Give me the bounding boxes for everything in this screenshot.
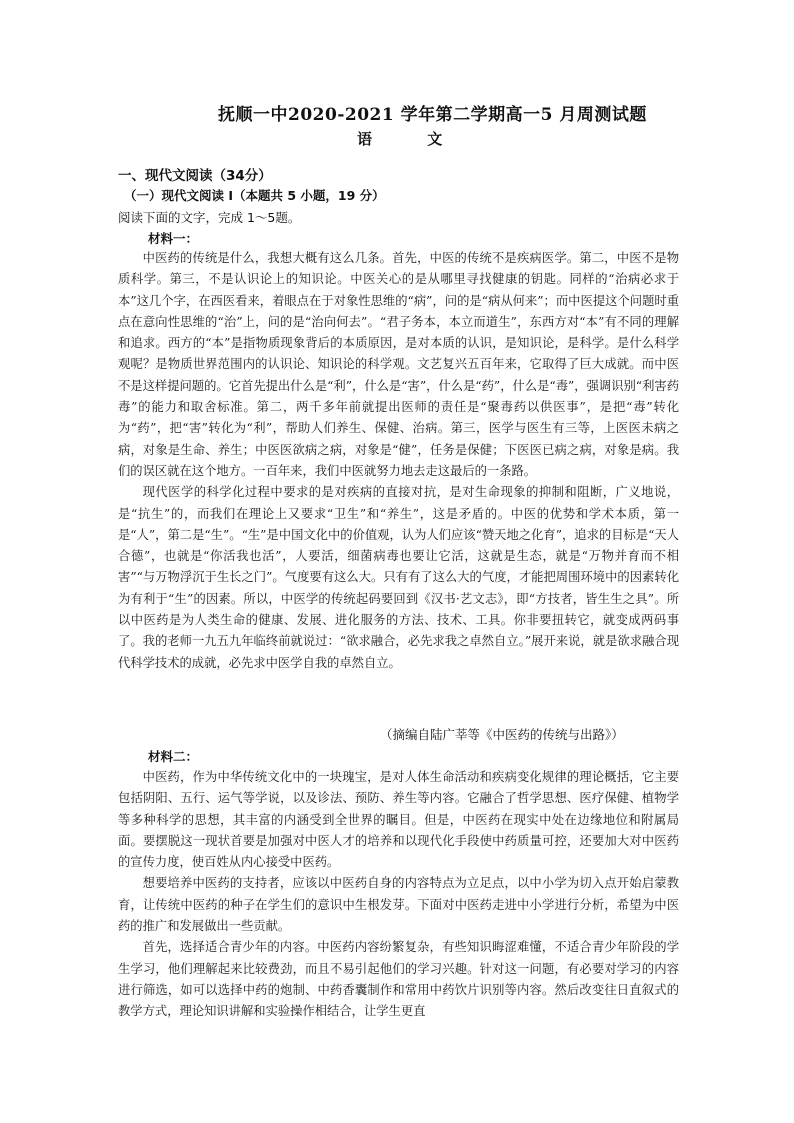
subsection-heading: （一）现代文阅读 I（本题共 5 小题，19 分） [124, 188, 385, 203]
paragraph: 中医药的传统是什么，我想大概有这么几条。首先，中医的传统不是疾病医学。第二，中医不是物质科学。第三，不是认识论上的知识论。中医关心的是从哪里寻找健康的钥匙。同样的“治病必求于本”这几个字，在西医看来，着眼点在于对象性思维的“病”，问的是“病从何来”；而中医提这个问题时重点在意向性思维的“治”上，问的是“治向何去”。“君子务本，本立而道生”，东西方对“本”有不同的理解和追求。西方的“本”是指物质现象背后的本质原因，是对本质的认识，是知识论，是科学。是什么科学观呢？是物质世界范围内的认识论、知识论的科学观。文艺复兴五百年来，它取得了巨大成就。而中医不是这样提问题的。它首先提出什么是“利”，什么是“害”，什么是“药”，什么是“毒”，强调识别“利害药毒”的能力和取舍标准。第二，两千多年前就提出医师的责任是“聚毒药以供医事”，是把“毒”转化为“药”，把“害”转化为“利”，帮助人们养生、保健、治病。第三，医学与医生有三等，上医医未病之病，对象是生命、养生；中医医欲病之病，对象是“健”，任务是保健；下医医已病之病，对象是病。我们的误区就在这个地方。一百年来，我们中医就努力地去走这最后的一条路。 [118, 251, 679, 478]
material-one-label: 材料一： [148, 231, 199, 246]
paragraph: 中医药，作为中华传统文化中的一块瑰宝，是对人体生命活动和疾病变化规律的理论概括，它主要包括阴阳、五行、运气等学说，以及诊法、预防、养生等内容。它融合了哲学思想、医疗保健、植物学等多种科学的思想，其丰富的内涵受到全世界的瞩目。但是，中医药在现实中处在边缘地位和附属局面。要摆脱这一现状首要是加强对中医人才的培养和以现代化手段使中药质量可控，还要加大对中医药的宣传力度，使百姓从内心接受中医药。 [118, 770, 679, 870]
instruction-text: 阅读下面的文字，完成 1～5题。 [118, 210, 301, 225]
material-two-label: 材料二： [148, 749, 199, 764]
section-heading: 一、现代文阅读（34分） [118, 168, 272, 184]
page-title: 抚顺一中2020-2021 学年第二学期高一5 月周测试题 [218, 105, 647, 125]
paragraph: 想要培养中医药的支持者，应该以中医药自身的内容特点为立足点，以中小学为切入点开始启蒙教育，让传统中医药的种子在学生们的意识中生根发芽。下面对中医药走进中小学进行分析，希望为中医药的推广和发展做出一些贡献。 [118, 876, 679, 934]
material-two-body [118, 767, 679, 1023]
paragraph: 首先，选择适合青少年的内容。中医药内容纷繁复杂，有些知识晦涩难懂，不适合青少年阶段的学生学习，他们理解起来比较费劲，而且不易引起他们的学习兴趣。针对这一问题，有必要对学习的内容进行筛选，如可以选择中药的炮制、中药香囊制作和常用中药饮片识别等内容。然后改变往日直叙式的教学方式，理论知识讲解和实验操作相结合，让学生更直 [118, 940, 679, 1019]
paragraph: 现代医学的科学化过程中要求的是对疾病的直接对抗，是对生命现象的抑制和阻断，广义地说，是“抗生”的，而我们在理论上又要求“卫生”和“养生”，这是矛盾的。中医的优势和学术本质，第一是“人”，第二是“生”。“生”是中国文化中的价值观，认为人们应该“赞天地之化育”，追求的目标是“天人合德”，也就是“你活我也活”，人要活，细菌病毒也要让它活，这就是生态，就是“万物并育而不相害”“与万物浮沉于生长之门”。气度要有这么大。只有有了这么大的气度，才能把周围环境中的因素转化为有利于“生”的因素。所以，中医学的传统起码要回到《汉书·艺文志》，即“方技者，皆生生之具”。所以中医药是为人类生命的健康、发展、进化服务的方法、技术、工具。你非要扭转它，就变成两码事了。我的老师一九五九年临终前就说过：“欲求融合，必先求我之卓然自立。”展开来说，就是欲求融合现代科学技术的成就，必先求中医学自我的卓然自立。 [118, 485, 679, 670]
material-one-source: （摘编自陆广莘等《中医药的传统与出路》） [380, 727, 624, 742]
subject-label: 语 文 [357, 130, 443, 148]
material-one-body [118, 248, 679, 674]
